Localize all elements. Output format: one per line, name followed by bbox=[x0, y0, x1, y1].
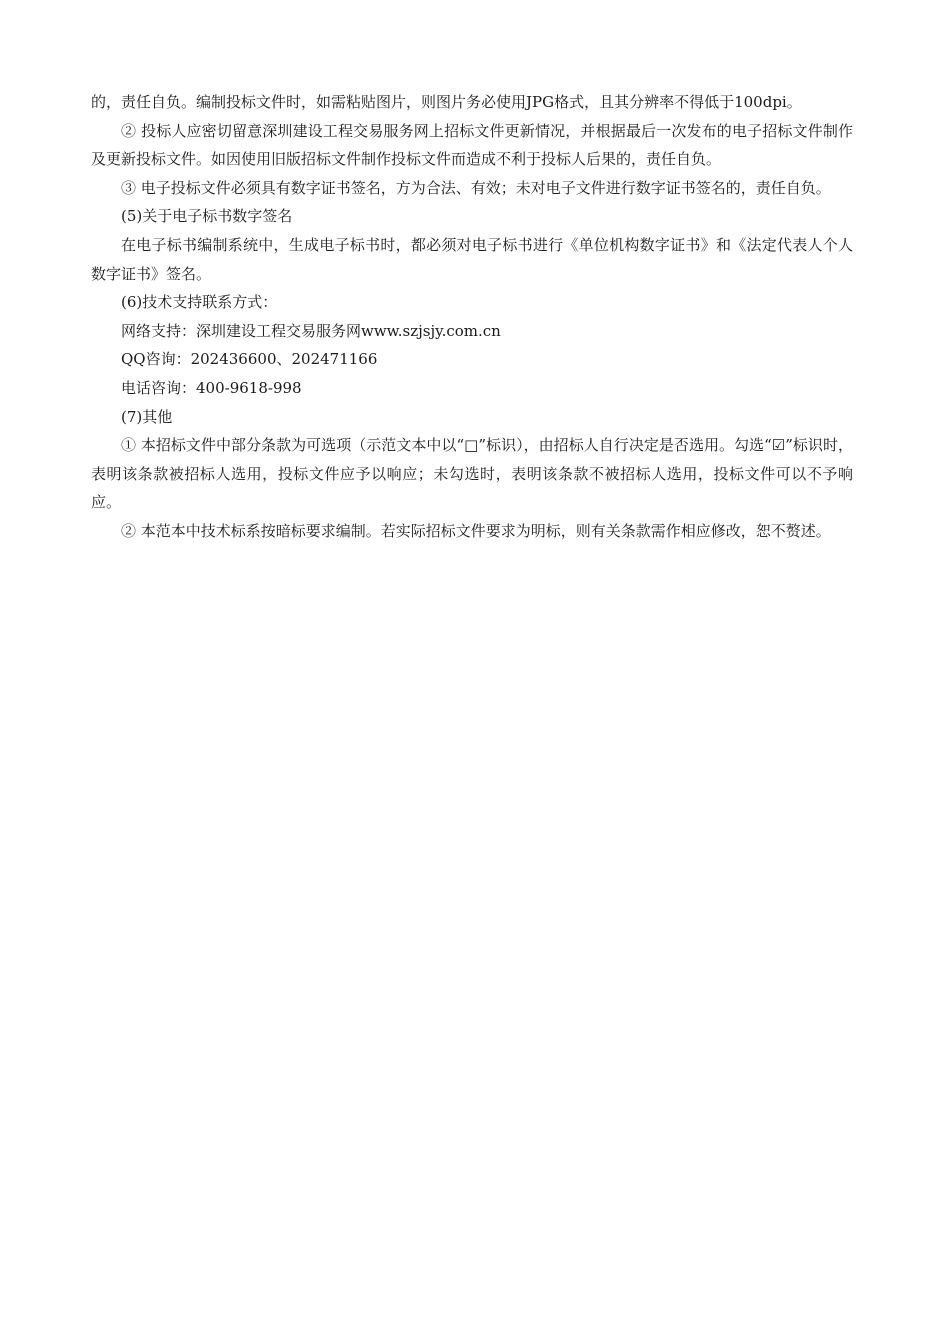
paragraph-item-3-digital-signature: ③ 电子投标文件必须具有数字证书签名，方为合法、有效；未对电子文件进行数字证书签名的，责任自负。 bbox=[121, 178, 831, 197]
contact-qq: QQ咨询：202436600、202471166 bbox=[121, 350, 378, 369]
paragraph-signature-requirement: 在电子标书编制系统中，生成电子标书时，都必须对电子标书进行《单位机构数字证书》和《法定代表人个人数字证书》签名。 bbox=[91, 235, 853, 283]
section-heading-7: (7)其他 bbox=[121, 407, 173, 426]
section-heading-6: (6)技术支持联系方式： bbox=[121, 293, 278, 312]
paragraph-optional-clauses: ① 本招标文件中部分条款为可选项（示范文本中以“□”标识），由招标人自行决定是否选用。勾选“☑”标识时，表明该条款被招标人选用，投标文件应予以响应；未勾选时，表明该条款不被招标人选用，投标文件可以不予响应。 bbox=[91, 436, 853, 512]
contact-phone: 电话咨询：400-9618-998 bbox=[121, 378, 302, 397]
paragraph-continuation: 的，责任自负。编制投标文件时，如需粘贴图片，则图片务必使用JPG格式，且其分辨率不得低于100dpi。 bbox=[91, 93, 802, 111]
section-heading-5: (5)关于电子标书数字签名 bbox=[121, 207, 293, 226]
document-body bbox=[91, 88, 853, 546]
paragraph-technical-bid: ② 本范本中技术标系按暗标要求编制。若实际招标文件要求为明标，则有关条款需作相应修改，恕不赘述。 bbox=[121, 521, 831, 540]
paragraph-item-2-update-notice: ② 投标人应密切留意深圳建设工程交易服务网上招标文件更新情况，并根据最后一次发布的电子招标文件制作及更新投标文件。如因使用旧版招标文件制作投标文件而造成不利于投标人后果的，责任自负。 bbox=[91, 121, 853, 169]
contact-web-support: 网络支持：深圳建设工程交易服务网www.szjsjy.com.cn bbox=[121, 321, 501, 340]
